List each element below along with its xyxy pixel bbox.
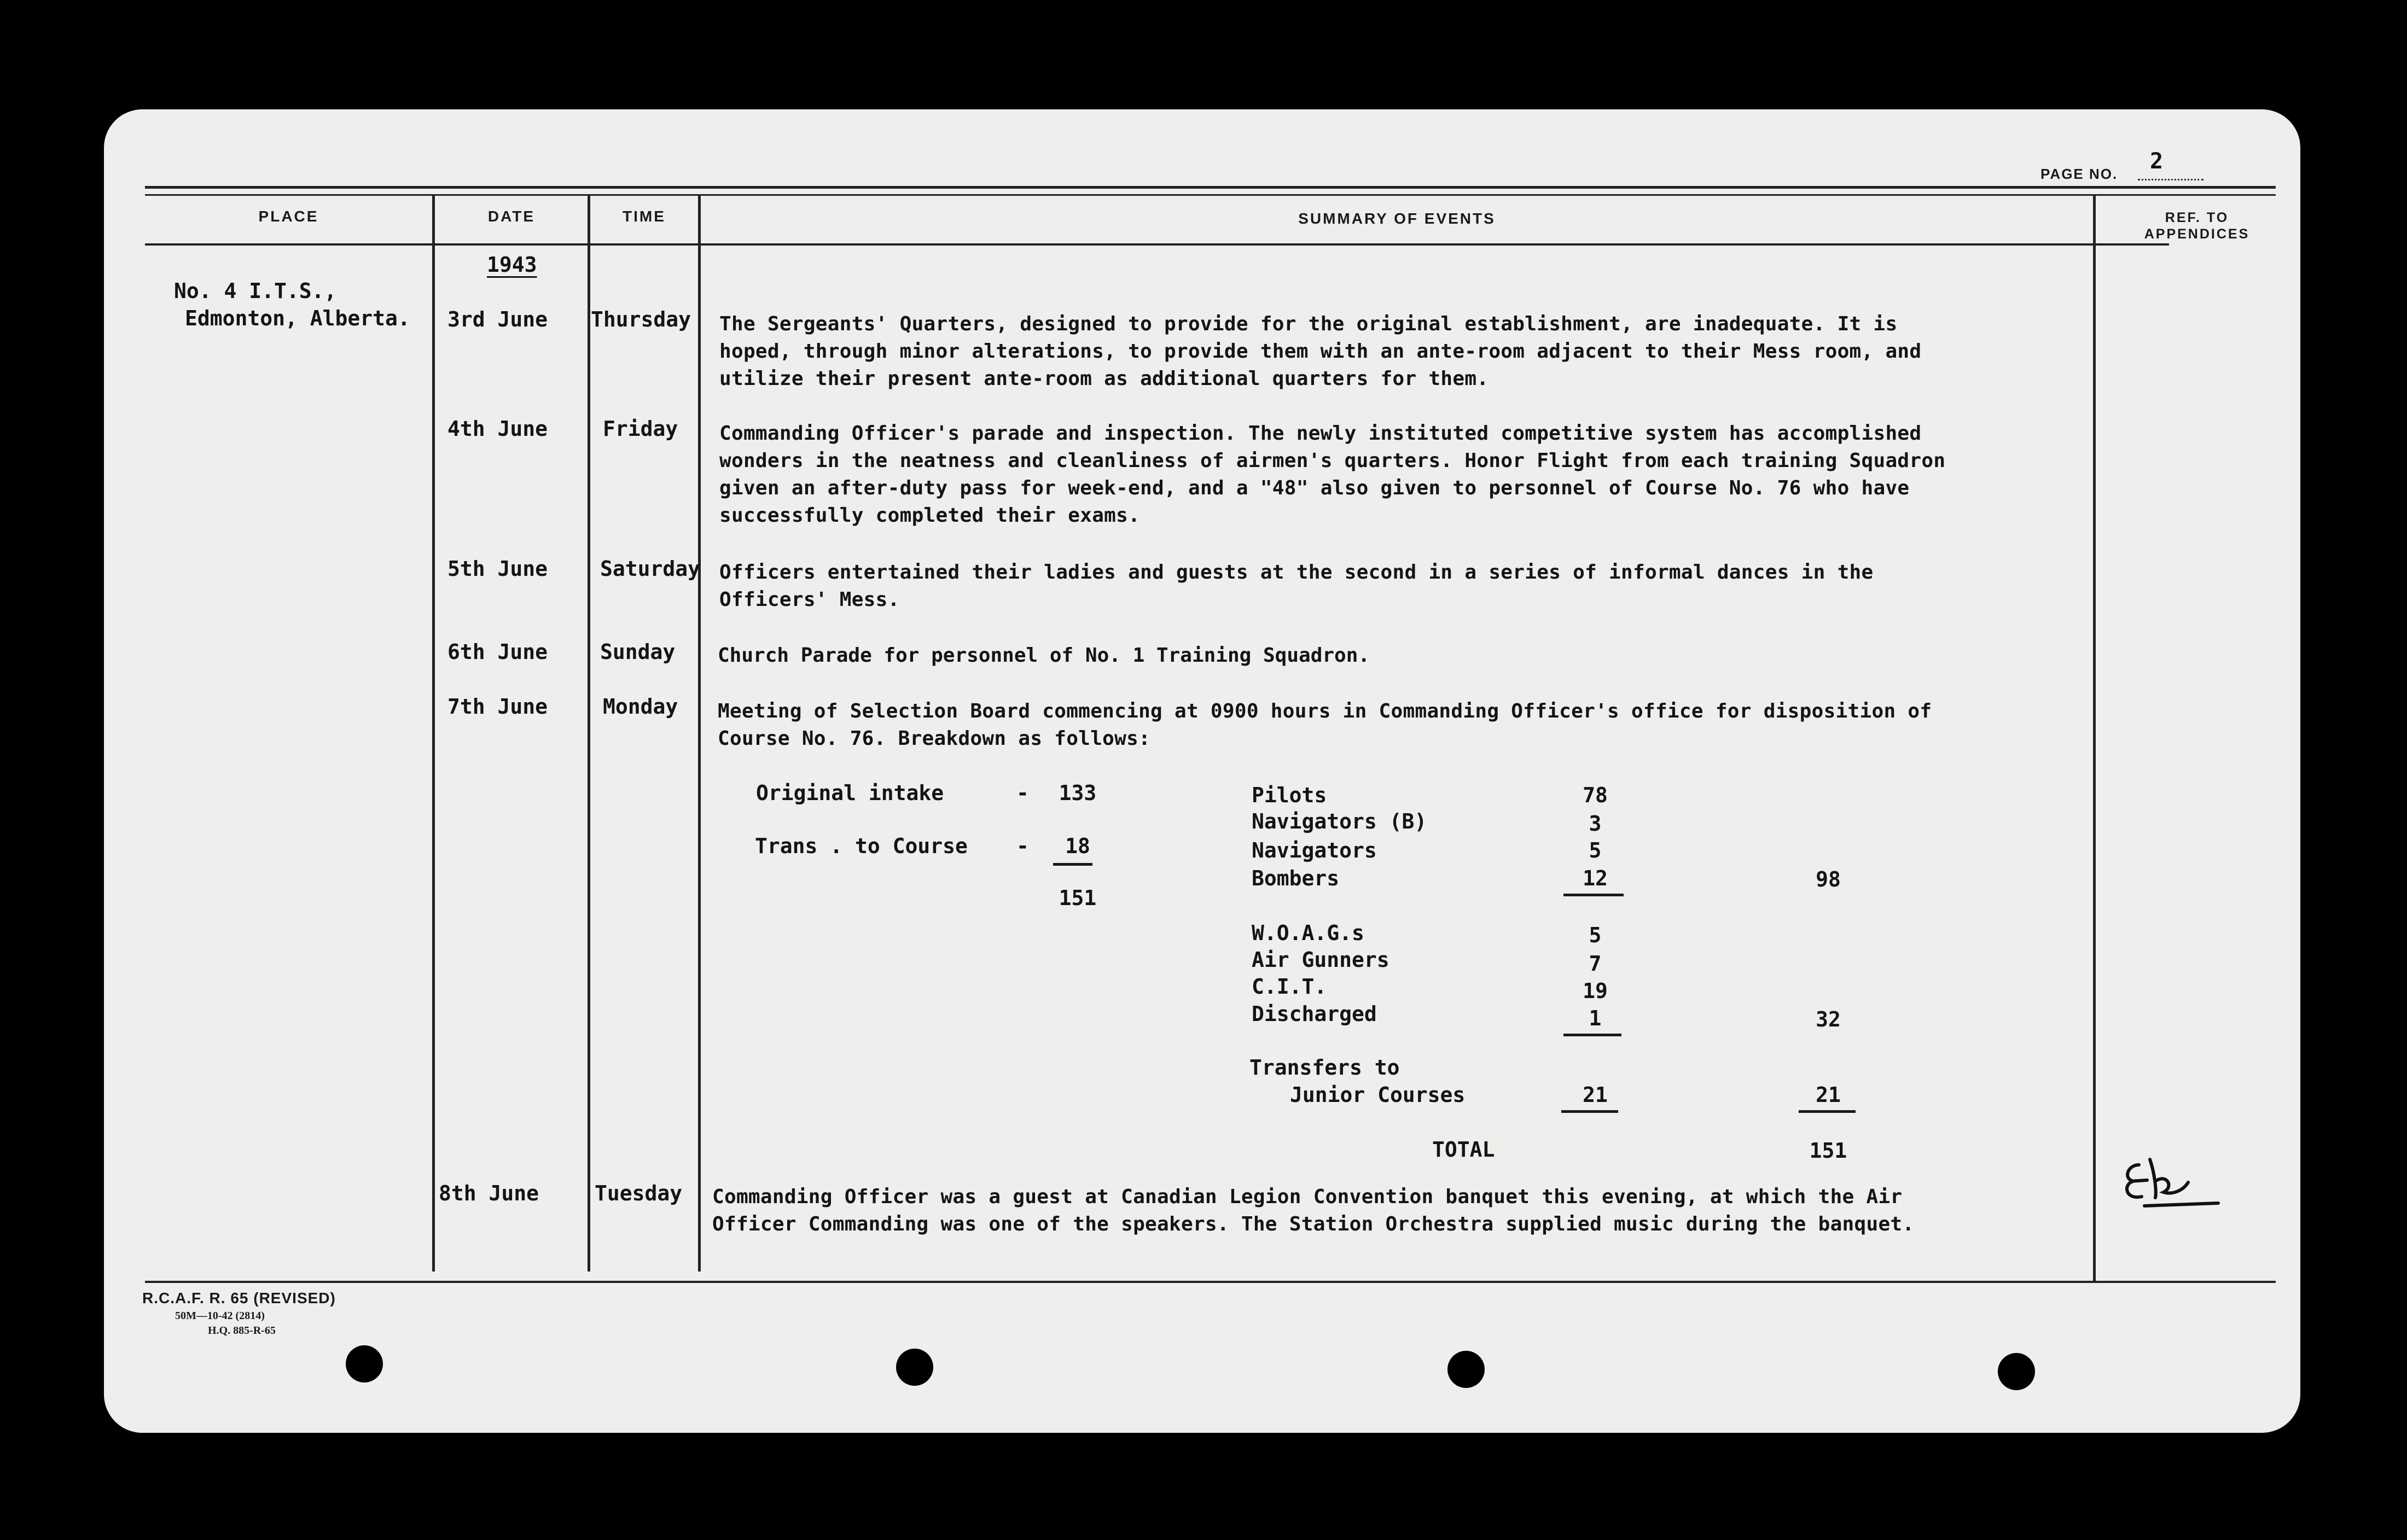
breakdown-subtotal: 32: [1816, 1007, 1841, 1031]
summary-line: Commanding Officer was a guest at Canadian Legion Convention banquet this evening, at which the Air: [712, 1186, 1903, 1208]
punch-hole: [346, 1345, 383, 1382]
breakdown-value: 133: [1059, 781, 1097, 805]
summary-line: given an after-duty pass for week-end, and a "48" also given to personnel of Course No. 76 who have: [719, 477, 1910, 499]
col-line-place-date: [432, 194, 435, 1271]
header-ref-line1: REF. TO: [2165, 210, 2229, 225]
col-line-summary-ref: [2093, 194, 2096, 1282]
page-number: 2: [2150, 149, 2164, 174]
transfers-subtotal: 21: [1816, 1083, 1841, 1107]
summary-line: hoped, through minor alterations, to provide them with an ante-room adjacent to their Mess room, and: [719, 340, 1922, 363]
transfers-value: 21: [1583, 1083, 1608, 1107]
header-summary: SUMMARY OF EVENTS: [1298, 210, 1496, 227]
breakdown-label: Pilots: [1252, 783, 1327, 807]
breakdown-label: Navigators (B): [1252, 809, 1427, 833]
breakdown-value: 3: [1589, 812, 1602, 836]
underline: [1561, 1110, 1618, 1113]
underline: [1563, 1034, 1621, 1036]
entry-day: Thursday: [591, 307, 691, 331]
summary-line: utilize their present ante-room as additional quarters for them.: [719, 368, 1489, 390]
summary-line: Commanding Officer's parade and inspection. The newly instituted competitive system has accomplished: [719, 422, 1922, 445]
col-line-date-time: [588, 194, 590, 1271]
entry-day: Friday: [603, 417, 678, 441]
transfers-label: Transfers to: [1249, 1055, 1400, 1080]
form-hq-code: H.Q. 885-R-65: [208, 1325, 276, 1337]
entry-summary: [719, 311, 1921, 393]
entry-date: 6th June: [447, 640, 548, 664]
breakdown-label: Bombers: [1252, 866, 1340, 890]
form-print-code: 50M—10-42 (2814): [175, 1310, 265, 1322]
place-location: Edmonton, Alberta.: [185, 306, 410, 330]
breakdown-value: 5: [1589, 923, 1602, 947]
entry-summary: [718, 698, 1932, 752]
underline: [1563, 894, 1624, 896]
page-no-dots: [2138, 166, 2203, 180]
breakdown-value: 12: [1583, 866, 1608, 890]
header-place: PLACE: [258, 208, 319, 225]
breakdown-subtotal: 98: [1816, 867, 1841, 891]
col-line-time-summary: [698, 194, 701, 1271]
breakdown-label: C.I.T.: [1252, 975, 1327, 999]
bottom-rule: [145, 1281, 2276, 1283]
underline: [1053, 863, 1092, 866]
top-rule-1: [145, 186, 2276, 189]
total-value: 151: [1809, 1139, 1847, 1163]
top-rule-2: [145, 194, 2276, 196]
summary-line: The Sergeants' Quarters, designed to provide for the original establishment, are inadequate. It is: [719, 313, 1898, 335]
breakdown-dash: -: [1016, 834, 1029, 858]
header-rule: [145, 243, 2169, 246]
breakdown-value: 5: [1589, 838, 1602, 862]
entry-date: 7th June: [447, 695, 548, 719]
entry-day: Monday: [603, 695, 678, 719]
page-no-label: PAGE NO.: [2040, 166, 2118, 182]
breakdown-value: 78: [1583, 783, 1608, 807]
signature: [2117, 1148, 2226, 1225]
underline: [1799, 1110, 1856, 1113]
entry-date: 8th June: [439, 1181, 539, 1205]
entry-day: Tuesday: [595, 1181, 683, 1205]
entry-day: Sunday: [600, 640, 676, 664]
breakdown-value: 18: [1065, 834, 1090, 858]
transfers-label: Junior Courses: [1290, 1083, 1466, 1107]
summary-line: Officers entertained their ladies and guests at the second in a series of informal dances in the: [719, 561, 1874, 584]
breakdown-label: Discharged: [1252, 1002, 1377, 1026]
punch-hole: [1447, 1351, 1485, 1388]
entry-date: 4th June: [447, 417, 548, 441]
diary-form-card: [104, 109, 2300, 1433]
punch-hole: [1998, 1353, 2035, 1390]
header-ref-line2: APPENDICES: [2144, 226, 2250, 242]
entry-summary: [719, 420, 1945, 529]
breakdown-label: Trans . to Course: [755, 834, 968, 858]
breakdown-value: 151: [1059, 886, 1097, 910]
summary-line: Meeting of Selection Board commencing at 0900 hours in Commanding Officer's office for disposition of: [718, 700, 1932, 722]
form-number: R.C.A.F. R. 65 (REVISED): [142, 1290, 336, 1306]
year: 1943: [487, 253, 537, 277]
entry-summary: [718, 642, 1370, 669]
breakdown-value: 7: [1589, 952, 1602, 976]
summary-line: wonders in the neatness and cleanliness of airmen's quarters. Honor Flight from each training Squadron: [719, 450, 1946, 472]
summary-line: Officer Commanding was one of the speakers. The Station Orchestra supplied music during the banquet.: [712, 1213, 1915, 1235]
entry-day: Saturday: [600, 557, 701, 581]
breakdown-label: W.O.A.G.s: [1252, 921, 1364, 945]
place-unit: No. 4 I.T.S.,: [174, 279, 337, 303]
breakdown-label: Navigators: [1252, 838, 1377, 862]
entry-summary: [712, 1183, 1914, 1238]
header-time: TIME: [623, 208, 666, 225]
entry-date: 5th June: [447, 557, 548, 581]
breakdown-value: 19: [1583, 979, 1608, 1003]
entry-date: 3rd June: [447, 307, 548, 331]
breakdown-label: Original intake: [756, 781, 944, 805]
entry-summary: [719, 559, 1874, 614]
breakdown-value: 1: [1589, 1006, 1602, 1030]
total-label: TOTAL: [1432, 1138, 1495, 1162]
breakdown-label: Air Gunners: [1252, 948, 1389, 972]
summary-line: Course No. 76. Breakdown as follows:: [718, 727, 1151, 750]
summary-line: successfully completed their exams.: [719, 504, 1141, 527]
summary-line: Church Parade for personnel of No. 1 Training Squadron.: [718, 644, 1370, 667]
breakdown-dash: -: [1016, 781, 1029, 805]
header-date: DATE: [487, 208, 536, 225]
summary-line: Officers' Mess.: [719, 588, 900, 611]
punch-hole: [896, 1349, 933, 1386]
